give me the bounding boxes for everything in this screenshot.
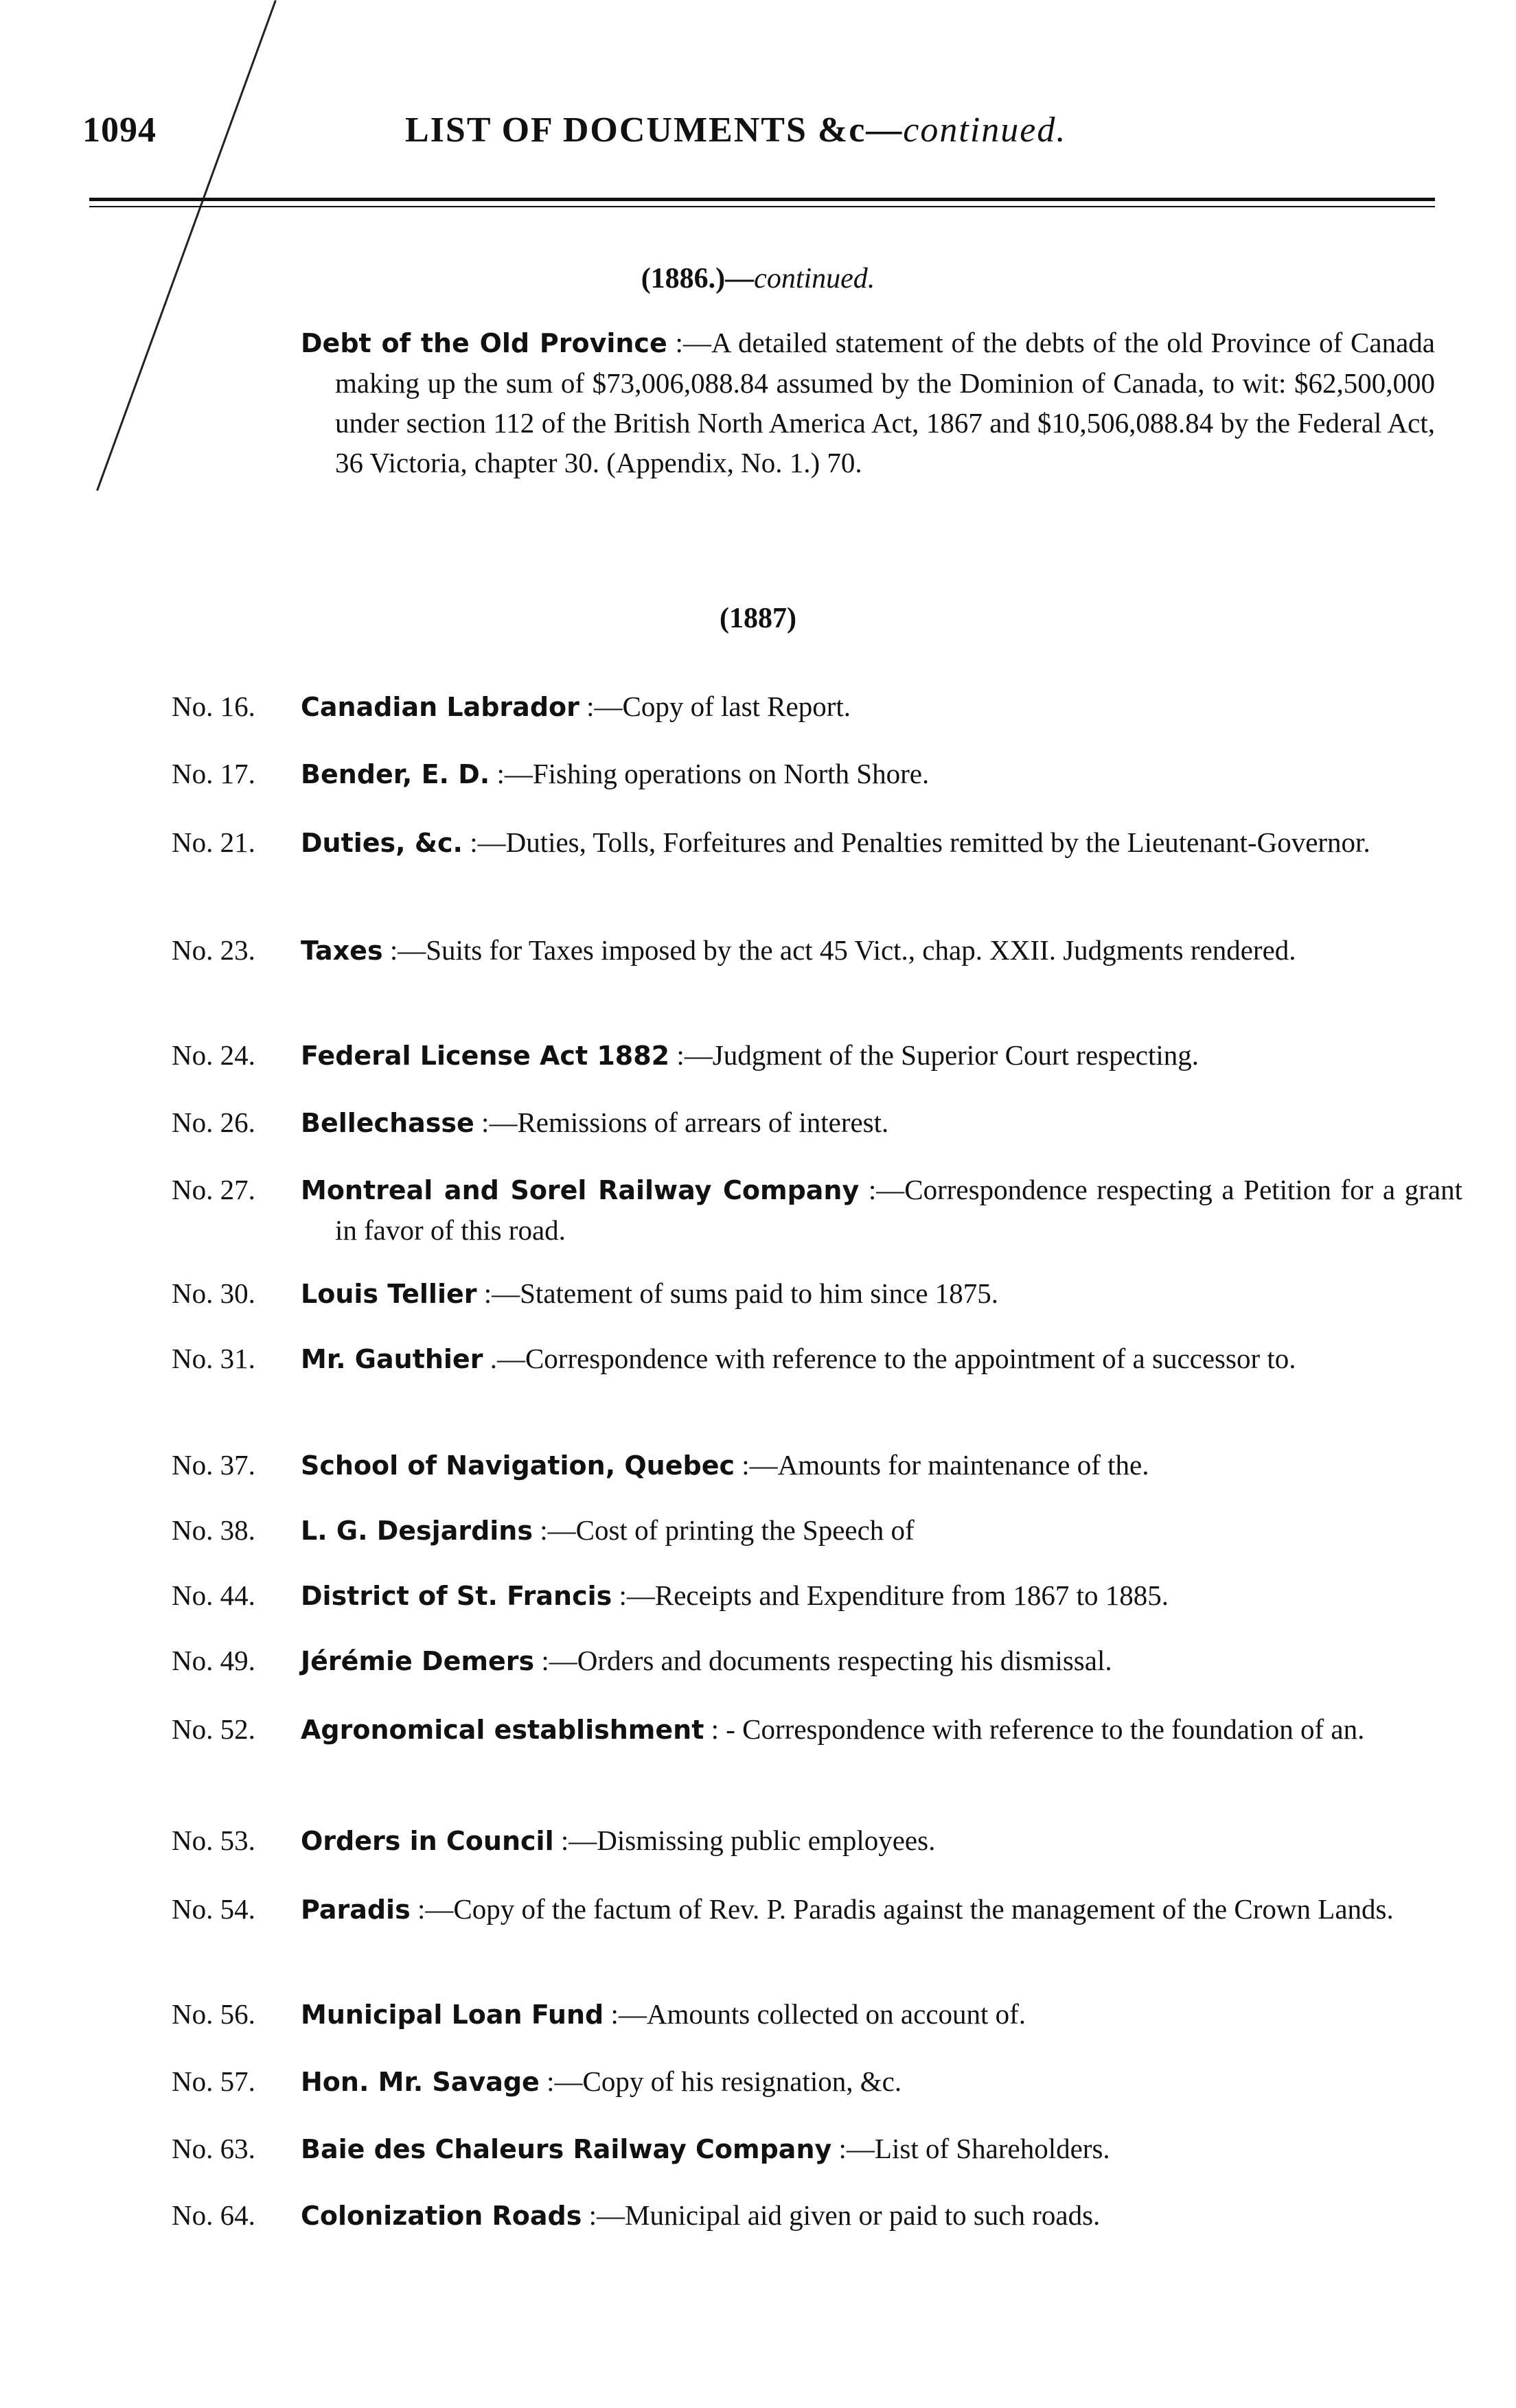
header-rule-thin bbox=[89, 206, 1435, 207]
entry-number: No. 27. bbox=[172, 1174, 255, 1205]
entry-number: No. 44. bbox=[172, 1579, 255, 1611]
entry-body bbox=[301, 822, 1462, 863]
entry-text: .—Correspondence with reference to the appointment of a successor to. bbox=[483, 1343, 1296, 1374]
entry-text: :—Duties, Tolls, Forfeitures and Penalties remitted by the Lieutenant-Governor. bbox=[462, 826, 1370, 858]
list-item bbox=[172, 1510, 1462, 1551]
entry-text: :—Copy of last Report. bbox=[579, 691, 851, 722]
entry-body bbox=[301, 1994, 1462, 2035]
page-header bbox=[82, 110, 1435, 165]
entry-title: Canadian Labrador bbox=[301, 692, 579, 722]
list-item bbox=[172, 2195, 1462, 2236]
section-year: (1886.)— bbox=[641, 263, 755, 294]
entry-title: Jérémie Demers bbox=[301, 1646, 535, 1676]
entry-number: No. 49. bbox=[172, 1645, 255, 1676]
entry-title: Colonization Roads bbox=[301, 2201, 582, 2231]
entry-title: Louis Tellier bbox=[301, 1279, 477, 1309]
entry-body bbox=[301, 1035, 1462, 1076]
entry-title: Bender, E. D. bbox=[301, 759, 490, 789]
pen-stroke-mark bbox=[96, 0, 277, 491]
entry-text: :—Fishing operations on North Shore. bbox=[490, 758, 930, 789]
page-number: 1094 bbox=[82, 111, 157, 150]
entry-number: No. 24. bbox=[172, 1039, 255, 1071]
entry-title: Mr. Gauthier bbox=[301, 1344, 483, 1374]
entry-number: No. 64. bbox=[172, 2199, 255, 2231]
entry-body bbox=[301, 754, 1462, 794]
entry-text: :—Correspondence respecting a Petition for a grant in favor of this road. bbox=[335, 1174, 1462, 1246]
list-item bbox=[172, 686, 1462, 727]
list-item bbox=[172, 1339, 1462, 1379]
entry-title: L. G. Desjardins bbox=[301, 1516, 533, 1546]
list-item bbox=[172, 2129, 1462, 2169]
list-item bbox=[172, 1994, 1462, 2035]
entry-body bbox=[301, 1709, 1462, 1750]
entry-number: No. 21. bbox=[172, 826, 255, 858]
list-item bbox=[172, 1035, 1462, 1076]
list-item bbox=[172, 1641, 1462, 1681]
entry-body bbox=[301, 323, 1435, 483]
entry-body bbox=[301, 1170, 1462, 1250]
entry-title: School of Navigation, Quebec bbox=[301, 1450, 735, 1481]
running-title bbox=[405, 110, 1066, 150]
entry-number: No. 23. bbox=[172, 934, 255, 966]
entry-number: No. 56. bbox=[172, 1998, 255, 2030]
entry-text: :—Copy of his resignation, &c. bbox=[539, 2065, 902, 2097]
entry-body bbox=[301, 1273, 1462, 1314]
entry-body bbox=[301, 686, 1462, 727]
entry-title: Debt of the Old Province bbox=[301, 328, 667, 358]
entry-text: :—Cost of printing the Speech of bbox=[532, 1514, 915, 1546]
entry-title: Municipal Loan Fund bbox=[301, 2000, 604, 2030]
entry-title: Duties, &c. bbox=[301, 828, 463, 858]
entry-text: :—Municipal aid given or paid to such roads. bbox=[582, 2199, 1101, 2231]
entry-body bbox=[301, 2129, 1462, 2169]
entry-text: :—Remissions of arrears of interest. bbox=[474, 1107, 889, 1138]
entry-title: District of St. Francis bbox=[301, 1581, 612, 1611]
entry-title: Orders in Council bbox=[301, 1826, 554, 1856]
entry-body bbox=[301, 1102, 1462, 1143]
entry-text: :—Amounts for maintenance of the. bbox=[735, 1449, 1149, 1481]
entry-title: Agronomical establishment bbox=[301, 1715, 704, 1745]
list-item bbox=[172, 1575, 1462, 1616]
entry-title: Taxes bbox=[301, 936, 383, 966]
entry-number: No. 53. bbox=[172, 1825, 255, 1856]
running-title-text: LIST OF DOCUMENTS &c— bbox=[405, 111, 904, 150]
entry-number: No. 52. bbox=[172, 1713, 255, 1745]
entry-number: No. 26. bbox=[172, 1107, 255, 1138]
section-heading-1887 bbox=[0, 602, 1516, 635]
entry-body bbox=[301, 1575, 1462, 1616]
entry-text: :—Judgment of the Superior Court respecting. bbox=[669, 1039, 1199, 1071]
entry-body bbox=[301, 2061, 1462, 2102]
list-item bbox=[172, 2061, 1462, 2102]
entry-body bbox=[301, 2195, 1462, 2236]
header-rule-thick bbox=[89, 198, 1435, 201]
entry-text: :—Suits for Taxes imposed by the act 45 Vict., chap. XXII. Judgments rendered. bbox=[382, 934, 1296, 966]
entry-text: :—Dismissing public employees. bbox=[553, 1825, 936, 1856]
entry-title: Federal License Act 1882 bbox=[301, 1041, 670, 1071]
entry-body bbox=[301, 1510, 1462, 1551]
entry-body bbox=[301, 1445, 1462, 1485]
list-item bbox=[172, 1889, 1462, 1930]
section-year-continued: continued. bbox=[754, 263, 875, 294]
entry-title: Hon. Mr. Savage bbox=[301, 2067, 540, 2097]
list-item bbox=[172, 1102, 1462, 1143]
entry-text: :—Copy of the factum of Rev. P. Paradis against the management of the Crown Lands. bbox=[410, 1893, 1394, 1925]
running-title-continued: continued. bbox=[903, 111, 1067, 150]
entry-number: No. 16. bbox=[172, 691, 255, 722]
list-item bbox=[172, 1820, 1462, 1861]
entry-text: : - Correspondence with reference to the foundation of an. bbox=[704, 1713, 1365, 1745]
section-heading-1886 bbox=[0, 262, 1516, 295]
list-item bbox=[172, 1445, 1462, 1485]
list-item bbox=[172, 822, 1462, 863]
list-item bbox=[172, 930, 1462, 971]
entry-body bbox=[301, 1641, 1462, 1681]
entry-text: :—Amounts collected on account of. bbox=[604, 1998, 1026, 2030]
section-year: (1887) bbox=[720, 603, 796, 634]
entry-title: Bellechasse bbox=[301, 1108, 474, 1138]
entry-title: Baie des Chaleurs Railway Company bbox=[301, 2134, 832, 2164]
entry-body bbox=[301, 1339, 1462, 1379]
entry-title: Paradis bbox=[301, 1895, 411, 1925]
entry-body bbox=[301, 1889, 1462, 1930]
entry-body bbox=[301, 930, 1462, 971]
entry-text: :—Orders and documents respecting his dismissal. bbox=[534, 1645, 1112, 1676]
entry-number: No. 57. bbox=[172, 2065, 255, 2097]
entry-text: :—Statement of sums paid to him since 1875. bbox=[476, 1277, 999, 1309]
entry-number: No. 17. bbox=[172, 758, 255, 789]
entry-title: Montreal and Sorel Railway Company bbox=[301, 1175, 860, 1205]
list-item-debt-old-province bbox=[301, 323, 1435, 483]
entry-number: No. 31. bbox=[172, 1343, 255, 1374]
entry-text: :—A detailed statement of the debts of the old Province of Canada making up the sum of $73,006,088.84 assumed by the Dominion of Canada, to wit: $62,500,000 under section 112 of the British North America Act, 1867 and $10,506,088.84 by the Federal Act, 36 Victoria, chapter 30. (Appendix, No. 1.) 70. bbox=[335, 327, 1435, 478]
list-item bbox=[172, 754, 1462, 794]
entry-text: :—List of Shareholders. bbox=[831, 2133, 1110, 2164]
entry-body bbox=[301, 1820, 1462, 1861]
list-item bbox=[172, 1273, 1462, 1314]
entry-text: :—Receipts and Expenditure from 1867 to 1885. bbox=[612, 1579, 1169, 1611]
list-item bbox=[172, 1709, 1462, 1750]
entry-number: No. 30. bbox=[172, 1277, 255, 1309]
entry-number: No. 37. bbox=[172, 1449, 255, 1481]
entry-number: No. 63. bbox=[172, 2133, 255, 2164]
list-item bbox=[172, 1170, 1462, 1250]
entry-number: No. 38. bbox=[172, 1514, 255, 1546]
entry-number: No. 54. bbox=[172, 1893, 255, 1925]
